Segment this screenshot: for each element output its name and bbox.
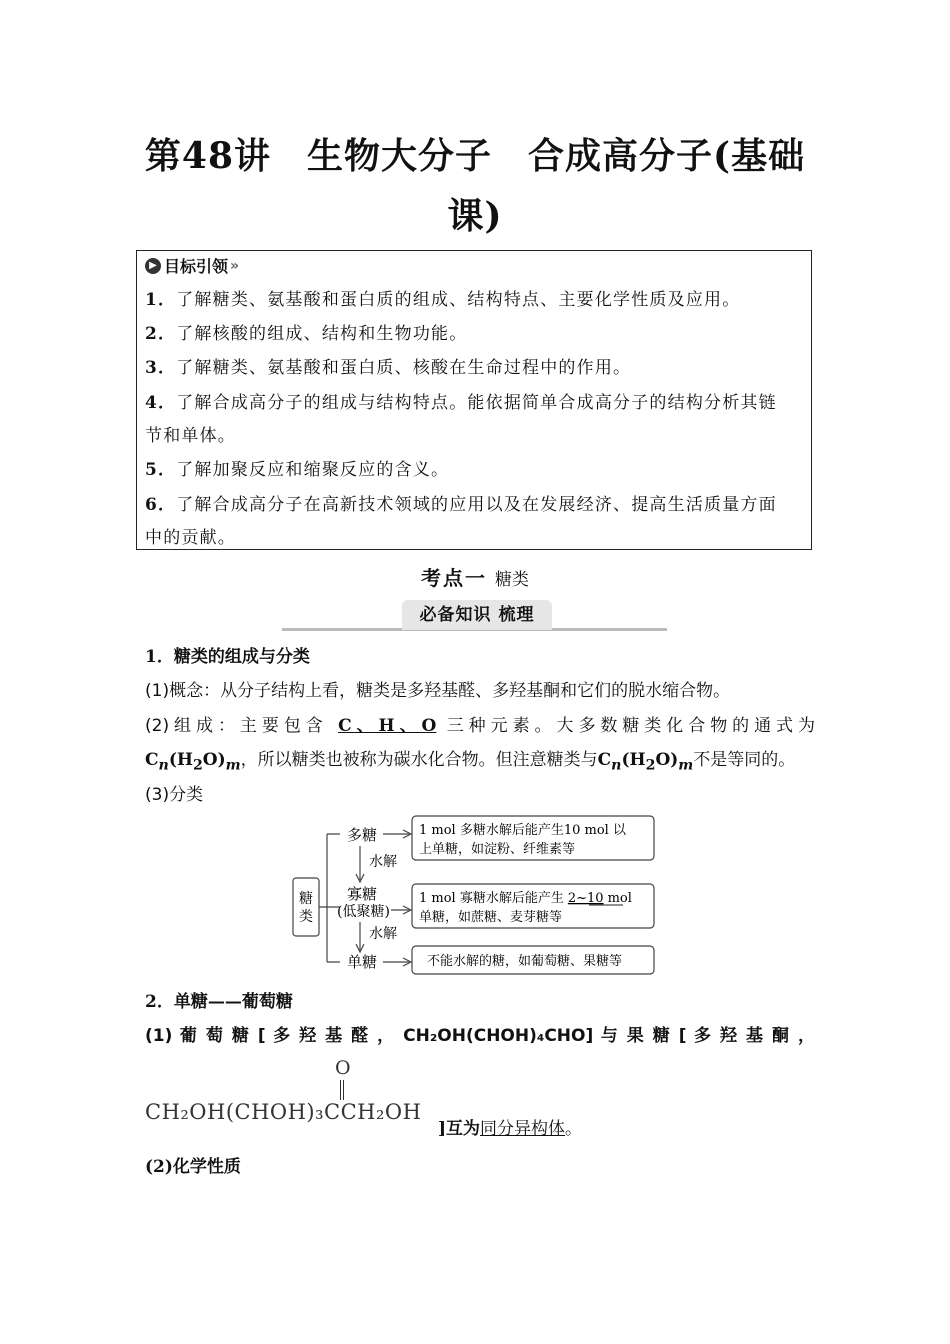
page-title-line2 — [0, 188, 950, 239]
goals-box — [136, 250, 812, 550]
para-chem-props — [145, 1150, 815, 1184]
chem-props-label: (2)化学性质 — [145, 1157, 241, 1177]
desc-box-1-line2: 上单糖，如淀粉、纤维素等 — [419, 842, 576, 857]
isomer-term: 同分异构体 — [480, 1119, 566, 1139]
composition-line2-mid: ，所以糖类也被称为碳水化合物。但注意糖类与 — [240, 750, 598, 770]
desc-box-2-line2: 单糖，如蔗糖、麦芽糖等 — [419, 910, 563, 925]
root-label-1: 糖 — [299, 891, 313, 907]
goal-item-4-cont: 节和单体。 — [145, 426, 236, 446]
knowledge-banner — [282, 600, 667, 632]
composition-label: (2)组成： — [145, 716, 240, 736]
page-title — [0, 128, 950, 179]
composition-text-a: 主要包含 — [239, 716, 328, 736]
hydro-label-1: 水解 — [369, 854, 397, 870]
section-number: 考点一 — [421, 566, 487, 590]
isomer-sentence — [438, 1112, 738, 1146]
hydro-label-2: 水解 — [369, 926, 397, 942]
para-concept — [145, 674, 815, 708]
concept-label: (1)概念： — [145, 681, 221, 701]
concept-text: 从分子结构上看，糖类是多羟基醛、多羟基酮和它们的脱水缩合物。 — [220, 681, 731, 701]
carbonyl-o: O — [335, 1057, 351, 1079]
classification-label: (3)分类 — [145, 785, 204, 805]
classification-diagram — [285, 812, 665, 980]
play-icon: ▶ — [145, 258, 161, 274]
goal-item-5: 5．了解加聚反应和缩聚反应的含义。 — [145, 460, 450, 480]
oligo-label-2: (低聚糖) — [337, 904, 390, 920]
mono-label: 单糖 — [347, 953, 378, 971]
composition-text-b: 三种元素。大多数糖类化合物的通式为 — [446, 716, 816, 736]
goal-item-3: 3．了解糖类、氨基酸和蛋白质、核酸在生命过程中的作用。 — [145, 358, 632, 378]
para-glucose — [145, 1019, 815, 1053]
isomer-text-a: ]互为 — [438, 1119, 481, 1139]
poly-label: 多糖 — [347, 826, 378, 844]
oligo-label: 寡糖 — [347, 885, 378, 903]
glucose-line: (1) 葡 萄 糖 [ 多 羟 基 醛 ， CH₂OH(CHOH)₄CHO] 与 果 糖 [ 多 羟 基 酮 ， — [145, 1026, 815, 1046]
goal-item-6-cont: 中的贡献。 — [145, 528, 236, 548]
desc-box-2-line1: 1 mol 寡糖水解后能产生 2~10 mol — [419, 891, 632, 906]
formula-general-1: $C_n(H_2O)_m$ — [145, 750, 241, 774]
heading-1 — [145, 640, 815, 674]
title-lecture: 第48讲 — [144, 135, 272, 177]
desc-box-1-line1: 1 mol 多糖水解后能产生10 mol 以 — [419, 823, 626, 838]
bracket — [319, 834, 340, 962]
title-topic-2: 合成高分子(基础 — [528, 135, 806, 177]
formula-general-2: $C_n(H_2O)_m$ — [597, 750, 694, 774]
root-box — [293, 878, 319, 936]
heading-2 — [145, 985, 815, 1019]
isomer-text-b: 。 — [565, 1119, 583, 1139]
section-topic: 糖类 — [495, 570, 529, 590]
desc-box-3-text: 不能水解的糖，如葡萄糖、果糖等 — [427, 954, 623, 969]
composition-line2-end: 不是等同的。 — [693, 750, 796, 770]
root-label-2: 类 — [299, 909, 313, 925]
goal-item-2: 2．了解核酸的组成、结构和生物功能。 — [145, 324, 468, 344]
composition-elements: C、H、O — [338, 716, 437, 736]
goal-item-4: 4．了解合成高分子的组成与结构特点。能依据简单合成高分子的结构分析其链 — [145, 393, 777, 413]
heading-1-text: 1．糖类的组成与分类 — [145, 647, 310, 667]
goals-tag-label: 目标引领 — [164, 257, 229, 276]
para-classification — [145, 778, 815, 812]
banner-label: 必备知识 梳理 — [402, 600, 552, 630]
goal-item-1: 1．了解糖类、氨基酸和蛋白质的组成、结构特点、主要化学性质及应用。 — [145, 290, 741, 310]
goals-tag — [145, 254, 239, 277]
para-composition-2 — [145, 743, 815, 782]
title-line2-text: 课) — [447, 195, 503, 237]
double-chevron-icon: » — [230, 257, 240, 274]
heading-2-text: 2．单糖——葡萄糖 — [145, 992, 293, 1012]
para-composition-1 — [145, 709, 815, 743]
title-topic-1: 生物大分子 — [307, 135, 493, 177]
section-header — [0, 562, 950, 591]
goal-item-6: 6．了解合成高分子在高新技术领域的应用以及在发展经济、提高生活质量方面 — [145, 495, 777, 515]
double-bond — [340, 1080, 344, 1100]
fructose-formula-text: CH₂OH(CHOH)₃CCH₂OH — [145, 1100, 422, 1124]
fructose-formula — [145, 1100, 421, 1124]
